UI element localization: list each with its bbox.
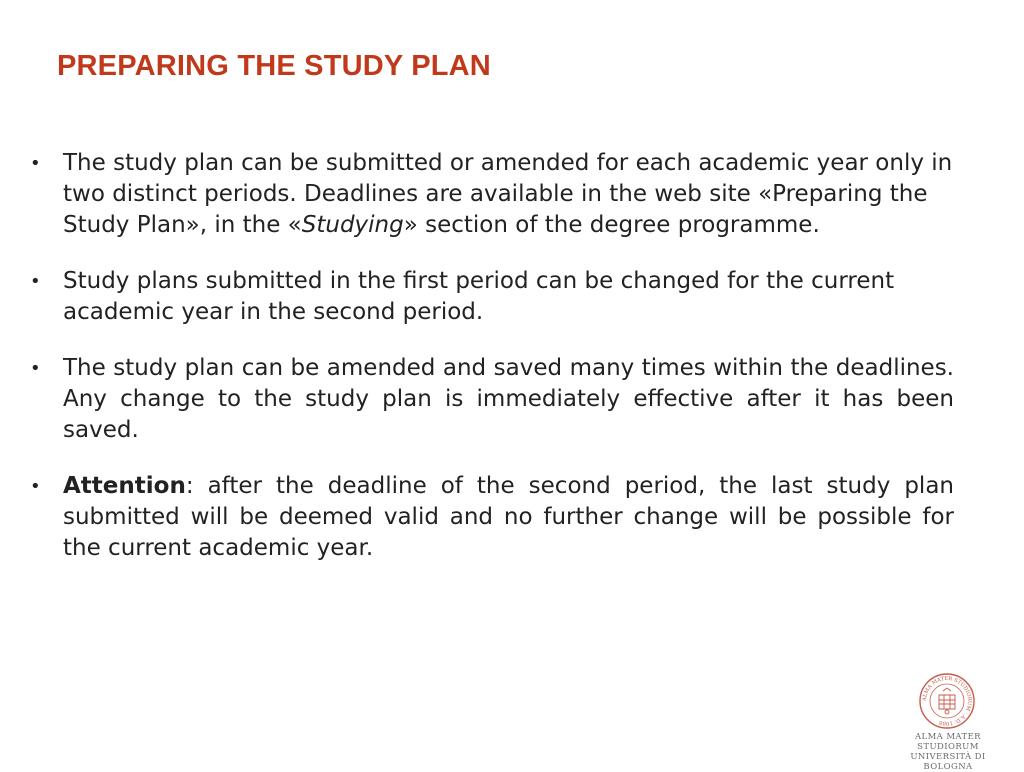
svg-text:ALMA MATER STUDIORUM · A.D. 10: ALMA MATER STUDIORUM · A.D. 1088 [921,675,973,727]
university-seal-icon [919,673,975,729]
bullet-marker: • [30,153,41,174]
studying-emphasis: Studying [301,212,404,238]
bullet-item-3 [30,353,954,446]
bullet-text-3: The study plan can be amended and saved many times within the deadlines. Any change to the study plan is immediately effective after it has been saved. [63,355,954,443]
bullet-text-1: The study plan can be submitted or amended for each academic year only in two distinct periods. Deadlines are available in the web site «Preparing the Study Plan», in the «Studying» section of the degree programme. [63,150,953,238]
university-logo [892,673,1004,772]
bullet-text-4: Attention: after the deadline of the second period, the last study plan submitted will be deemed valid and no further change will be possible for the current academic year. [63,473,954,561]
logo-line-1: ALMA MATER STUDIORUM [915,732,981,752]
bullet-item-2 [30,266,954,328]
bullet-marker: • [30,476,41,497]
bullet-item-1 [30,148,954,241]
logo-caption [892,732,1004,772]
attention-label: Attention [63,473,186,499]
bullet-item-4 [30,471,954,564]
bullet-text-2: Study plans submitted in the first period can be changed for the current academic year in the second period. [63,268,895,325]
bullet-marker: • [30,358,41,379]
logo-line-2: UNIVERSITÀ DI BOLOGNA [910,752,986,772]
bullet-list [30,148,954,589]
bullet-marker: • [30,271,41,292]
slide-title: PREPARING THE STUDY PLAN [57,50,491,82]
